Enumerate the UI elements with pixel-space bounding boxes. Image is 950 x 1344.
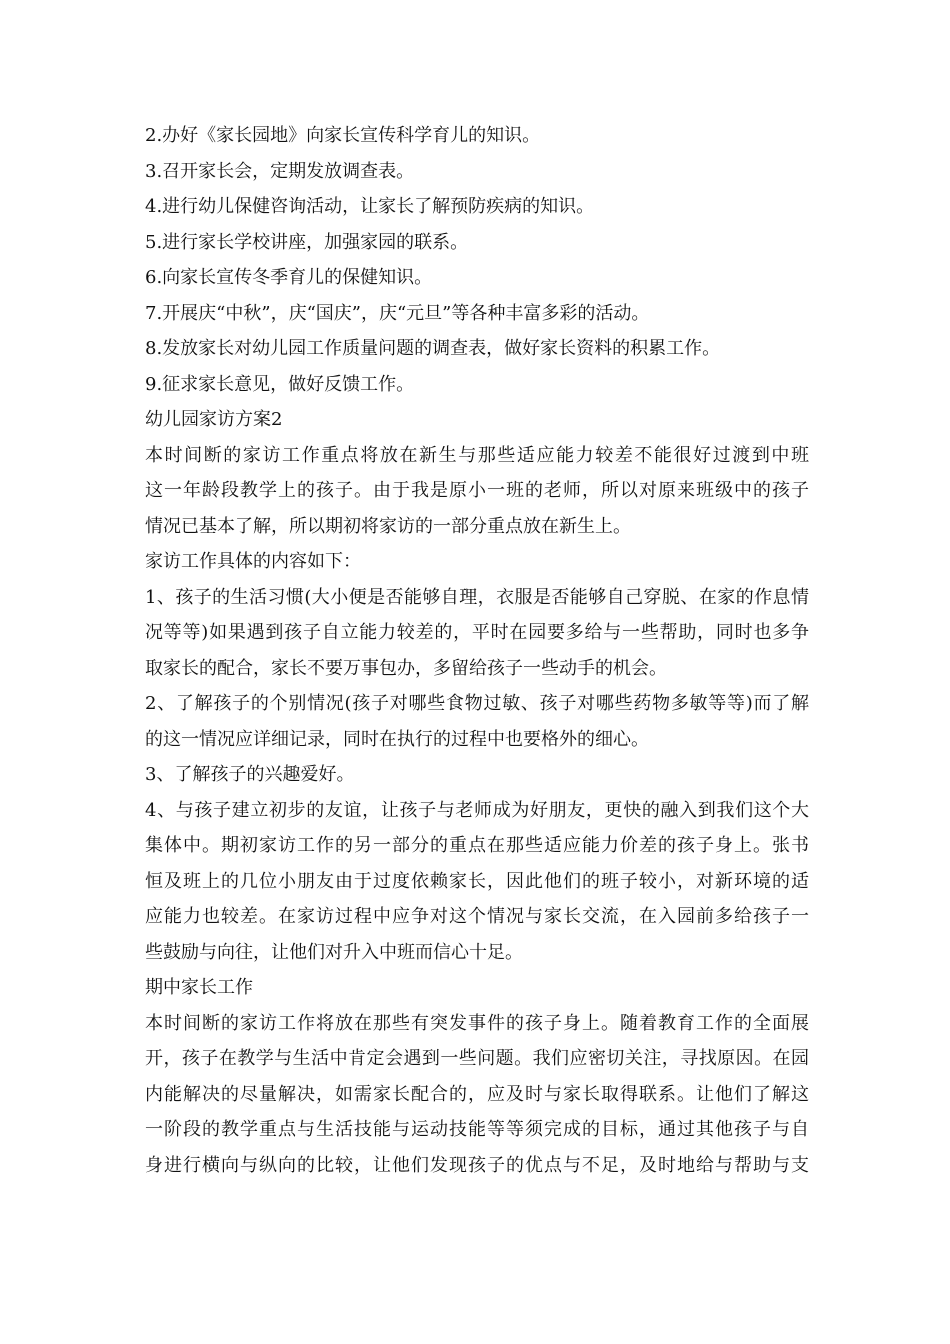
text-line: 一阶段的教学重点与生活技能与运动技能等等须完成的目标，通过其他孩子与自	[145, 1119, 809, 1140]
text-line: 4.进行幼儿保健咨询活动，让家长了解预防疾病的知识。	[145, 196, 595, 217]
text-line: 9.征求家长意见，做好反馈工作。	[145, 373, 415, 395]
text-line: 况等等)如果遇到孩子自立能力较差的，平时在园要多给与一些帮助，同时也多争	[145, 622, 809, 643]
text-line: 的这一情况应详细记录，同时在执行的过程中也要格外的细心。	[145, 728, 649, 750]
text-line: 3、了解孩子的兴趣爱好。	[145, 764, 355, 785]
text-line: 恒及班上的几位小朋友由于过度依赖家长，因此他们的班子较小，对新环境的适	[145, 870, 809, 892]
text-line: 内能解决的尽量解决，如需家长配合的，应及时与家长取得联系。让他们了解这	[145, 1083, 809, 1105]
text-line: 集体中。期初家访工作的另一部分的重点在那些适应能力价差的孩子身上。张书	[145, 835, 809, 856]
text-line: 2、了解孩子的个别情况(孩子对哪些食物过敏、孩子对哪些药物多敏等等)而了解	[145, 693, 809, 714]
text-line: 4、与孩子建立初步的友谊，让孩子与老师成为好朋友，更快的融入到我们这个大	[145, 799, 809, 821]
text-line: 幼儿园家访方案2	[145, 409, 283, 430]
text-line: 这一年龄段教学上的孩子。由于我是原小一班的老师，所以对原来班级中的孩子	[145, 480, 809, 501]
text-line: 7.开展庆“中秋”，庆“国庆”，庆“元旦”等各种丰富多彩的活动。	[145, 302, 650, 324]
text-line: 开，孩子在教学与生活中肯定会遇到一些问题。我们应密切关注，寻找原因。在园	[145, 1048, 809, 1069]
text-line: 1、孩子的生活习惯(大小便是否能够自理，衣服是否能够自己穿脱、在家的作息情	[145, 586, 809, 608]
text-line: 3.召开家长会，定期发放调查表。	[145, 160, 415, 182]
text-line: 6.向家长宣传冬季育儿的保健知识。	[145, 267, 433, 288]
text-line: 取家长的配合，家长不要万事包办，多留给孩子一些动手的机会。	[145, 657, 667, 679]
text-line: 8.发放家长对幼儿园工作质量问题的调查表，做好家长资料的积累工作。	[145, 338, 721, 359]
text-line: 应能力也较差。在家访过程中应争对这个情况与家长交流，在入园前多给孩子一	[145, 906, 809, 927]
text-line: 身进行横向与纵向的比较，让他们发现孩子的优点与不足，及时地给与帮助与支	[145, 1154, 809, 1176]
document-body	[145, 118, 809, 1183]
text-line: 些鼓励与向往，让他们对升入中班而信心十足。	[145, 941, 523, 963]
text-line: 本时间断的家访工作重点将放在新生与那些适应能力较差不能很好过渡到中班	[145, 444, 809, 466]
text-line: 2.办好《家长园地》向家长宣传科学育儿的知识。	[145, 125, 541, 146]
text-line: 家访工作具体的内容如下：	[145, 551, 361, 572]
text-line: 5.进行家长学校讲座，加强家园的联系。	[145, 231, 469, 253]
text-line: 期中家长工作	[145, 977, 253, 998]
text-line: 本时间断的家访工作将放在那些有突发事件的孩子身上。随着教育工作的全面展	[145, 1012, 809, 1034]
text-line: 情况已基本了解，所以期初将家访的一部分重点放在新生上。	[145, 515, 631, 537]
